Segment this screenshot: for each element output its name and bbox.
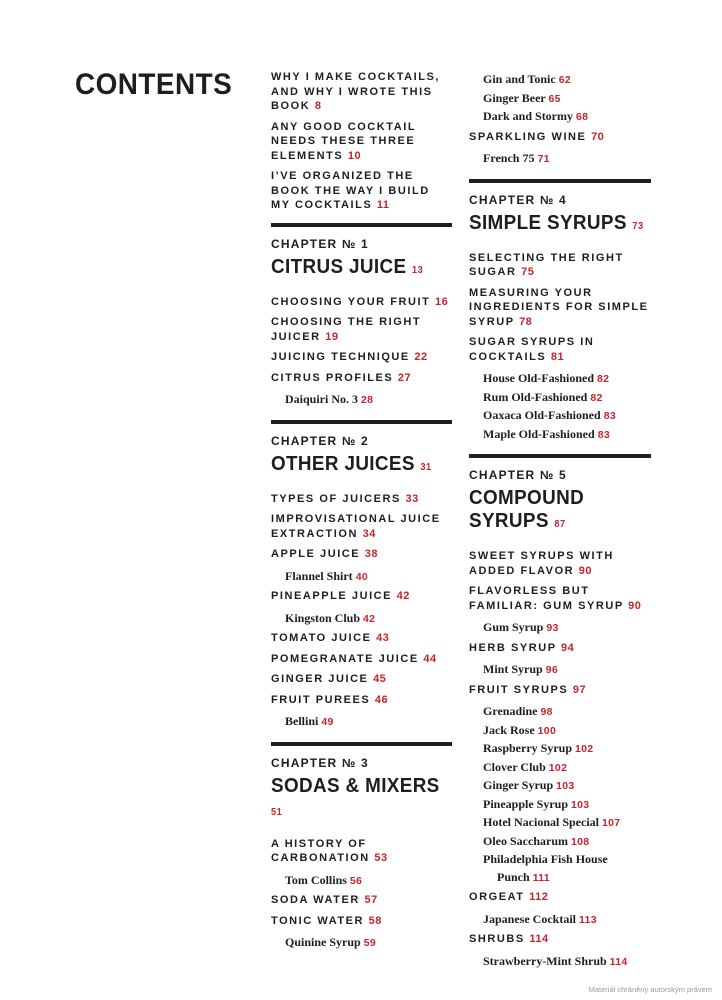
page-number: 114	[529, 933, 549, 945]
chapter-number: CHAPTER № 5	[469, 468, 567, 482]
chapter-divider	[469, 454, 651, 458]
toc-recipe-entry[interactable]	[483, 911, 651, 930]
page-number: 90	[578, 564, 593, 577]
toc-column-left	[271, 70, 452, 953]
entry-title: FLAVORLESS BUT FAMILIAR: GUM SYRUP	[469, 585, 624, 612]
page-number: 83	[603, 410, 616, 422]
page-number: 53	[374, 852, 388, 864]
page-number: 98	[540, 706, 553, 718]
toc-section-entry[interactable]	[469, 335, 651, 364]
chapter-divider	[271, 742, 452, 746]
entry-title: Oleo Saccharum	[483, 833, 568, 848]
chapter-title	[271, 774, 451, 824]
page-title: CONTENTS	[75, 68, 233, 101]
page-number: 58	[368, 914, 382, 927]
entry-title: SHRUBS	[469, 933, 525, 945]
entry-title: SWEET SYRUPS WITH ADDED FLAVOR	[469, 550, 614, 577]
toc-recipe-entry[interactable]	[483, 389, 651, 408]
entry-title: Ginger Beer	[483, 90, 546, 105]
toc-recipe-entry[interactable]	[483, 777, 651, 796]
page-number: 94	[561, 641, 575, 654]
entry-title: Bellini	[285, 714, 319, 728]
entry-title: I’VE ORGANIZED THE BOOK THE WAY I BUILD MY COCKTAILS	[271, 170, 430, 211]
entry-title: Mint Syrup	[483, 662, 543, 676]
page-number: 49	[321, 716, 334, 728]
toc-section-entry[interactable]	[271, 70, 452, 114]
entry-title: Flannel Shirt	[285, 568, 353, 583]
page-number: 75	[521, 266, 535, 278]
entry-title: TONIC WATER	[271, 914, 365, 927]
page-number: 93	[546, 622, 559, 634]
toc-section-entry[interactable]	[271, 371, 452, 386]
toc-section-entry[interactable]	[271, 693, 452, 708]
page-number: 70	[591, 130, 605, 143]
page-number: 59	[363, 937, 376, 949]
chapter-title-text: CITRUS JUICE	[271, 254, 407, 278]
entry-title: A HISTORY OF CARBONATION	[271, 837, 370, 864]
entry-title: SELECTING THE RIGHT SUGAR	[469, 251, 624, 278]
page-number: 56	[349, 874, 363, 887]
toc-section-entry[interactable]	[271, 631, 452, 646]
toc-section-entry[interactable]	[469, 549, 651, 578]
page-number: 33	[405, 492, 419, 505]
toc-recipe-entry[interactable]	[483, 759, 651, 778]
toc-section-entry[interactable]	[469, 286, 651, 330]
chapter-title-text: SODAS & MIXERS	[271, 773, 440, 797]
toc-section-entry[interactable]	[469, 584, 651, 613]
page-number: 51	[271, 806, 283, 818]
page-number: 42	[396, 590, 410, 602]
toc-section-entry[interactable]	[271, 589, 452, 604]
toc-section-entry[interactable]	[271, 350, 452, 365]
page-number: 97	[572, 683, 587, 696]
page-number: 45	[373, 673, 387, 685]
entry-title: MEASURING YOUR INGREDIENTS FOR SIMPLE SYRUP	[469, 286, 649, 328]
page-number: 108	[571, 835, 590, 848]
entry-title: Daiquiri No. 3	[285, 392, 359, 406]
toc-section-entry[interactable]	[469, 932, 651, 947]
toc-recipe-entry[interactable]	[483, 796, 651, 815]
entry-title: SODA WATER	[271, 894, 360, 906]
entry-title: Punch	[497, 869, 530, 884]
copyright-watermark: Materiál chráněný autorským právem	[588, 985, 712, 994]
chapter-title	[469, 486, 649, 536]
entry-title: PINEAPPLE JUICE	[271, 590, 393, 602]
toc-recipe-entry[interactable]	[497, 869, 651, 888]
page-number: 68	[576, 111, 589, 123]
toc-section-entry[interactable]	[469, 890, 651, 905]
entry-title: APPLE JUICE	[271, 548, 361, 560]
page-number: 78	[519, 315, 533, 328]
entry-title: Maple Old-Fashioned	[483, 426, 595, 441]
page-number: 103	[571, 798, 590, 811]
toc-section-entry[interactable]	[469, 130, 651, 145]
toc-recipe-entry[interactable]	[483, 150, 651, 169]
toc-recipe-entry[interactable]	[483, 90, 651, 109]
entry-title: FRUIT PUREES	[271, 693, 371, 706]
page-number: 111	[532, 871, 550, 884]
page-number: 22	[414, 351, 428, 363]
page-number: 38	[364, 548, 379, 560]
entry-title: CHOOSING THE RIGHT JUICER	[271, 316, 422, 343]
chapter-title-text: OTHER JUICES	[271, 451, 415, 475]
page-number: 90	[628, 599, 642, 612]
chapter-title	[469, 211, 649, 238]
chapter-number: CHAPTER № 4	[469, 192, 567, 207]
page-number: 62	[558, 74, 571, 86]
chapter-number: CHAPTER № 2	[271, 433, 369, 448]
toc-section-entry[interactable]	[271, 914, 452, 929]
page-number: 28	[361, 394, 374, 406]
page-number: 81	[550, 350, 565, 363]
chapter-number: CHAPTER № 3	[271, 755, 369, 770]
entry-title: TYPES OF JUICERS	[271, 492, 401, 505]
entry-title: Grenadine	[483, 704, 538, 718]
toc-recipe-entry[interactable]	[483, 407, 651, 426]
page-number: 96	[545, 664, 558, 676]
toc-recipe-entry[interactable]	[483, 108, 651, 127]
entry-title: Kingston Club	[285, 610, 361, 625]
toc-section-entry[interactable]	[271, 893, 452, 908]
page-number: 43	[376, 632, 390, 644]
page-number: 40	[355, 570, 368, 583]
page-number: 82	[590, 391, 603, 404]
page-number: 46	[374, 693, 389, 706]
entry-title: Dark and Stormy	[483, 109, 574, 123]
toc-recipe-entry[interactable]	[483, 851, 651, 869]
entry-title: Gum Syrup	[483, 620, 544, 634]
entry-title: French 75	[483, 151, 535, 165]
page-number: 114	[609, 955, 628, 968]
toc-section-entry[interactable]	[469, 641, 651, 656]
chapter-title-text: SIMPLE SYRUPS	[469, 210, 627, 234]
entry-title: Ginger Syrup	[483, 778, 554, 792]
entry-title: SUGAR SYRUPS IN COCKTAILS	[469, 336, 595, 363]
page-number: 73	[632, 220, 644, 232]
toc-recipe-entry[interactable]	[483, 619, 651, 638]
toc-section-entry[interactable]	[469, 251, 651, 280]
chapter-heading[interactable]	[271, 420, 452, 479]
toc-section-entry[interactable]	[271, 120, 452, 164]
entry-title: House Old-Fashioned	[483, 371, 595, 385]
entry-title: HERB SYRUP	[469, 641, 557, 654]
toc-recipe-entry[interactable]	[483, 722, 651, 741]
page-number: 19	[325, 330, 339, 343]
page-number: 42	[363, 612, 376, 625]
entry-title: WHY I MAKE COCKTAILS, AND WHY I WROTE THIS BOOK	[271, 71, 441, 112]
entry-title: CITRUS PROFILES	[271, 371, 394, 384]
toc-recipe-entry[interactable]	[285, 872, 452, 891]
toc-section-entry[interactable]	[271, 837, 452, 866]
chapter-divider	[271, 223, 452, 227]
chapter-heading[interactable]	[469, 179, 651, 238]
chapter-divider	[271, 420, 452, 424]
chapter-title	[271, 255, 451, 282]
toc-recipe-entry[interactable]	[483, 703, 651, 722]
toc-recipe-entry[interactable]	[483, 740, 651, 759]
toc-recipe-entry[interactable]	[483, 833, 651, 852]
chapter-heading[interactable]	[469, 454, 651, 536]
entry-title: Rum Old-Fashioned	[483, 389, 588, 404]
entry-title: Japanese Cocktail	[483, 911, 576, 926]
chapter-heading[interactable]	[271, 223, 452, 282]
toc-recipe-entry[interactable]	[285, 610, 452, 629]
toc-section-entry[interactable]	[271, 169, 452, 213]
entry-title: GINGER JUICE	[271, 673, 369, 685]
toc-section-entry[interactable]	[271, 672, 452, 687]
page-number: 16	[435, 295, 449, 308]
entry-title: JUICING TECHNIQUE	[271, 351, 410, 363]
page-number: 102	[548, 761, 568, 774]
page-number: 107	[602, 817, 621, 829]
page-number: 100	[537, 724, 557, 737]
toc-recipe-entry[interactable]	[483, 71, 651, 90]
toc-recipe-entry[interactable]	[483, 426, 651, 445]
entry-title: Jack Rose	[483, 722, 535, 737]
page-number: 27	[397, 371, 412, 384]
entry-title: Hotel Nacional Special	[483, 815, 599, 829]
page-number: 112	[529, 891, 549, 903]
toc-section-entry[interactable]	[271, 547, 452, 562]
entry-title: Philadelphia Fish House	[483, 852, 608, 866]
entry-title: POMEGRANATE JUICE	[271, 652, 419, 665]
entry-title: Gin and Tonic	[483, 72, 556, 86]
toc-recipe-entry[interactable]	[483, 953, 651, 972]
toc-column-right	[469, 71, 651, 971]
entry-title: ORGEAT	[469, 891, 525, 903]
chapter-title	[271, 452, 451, 479]
entry-title: FRUIT SYRUPS	[469, 683, 569, 696]
page-number: 87	[554, 519, 566, 530]
page-number: 44	[423, 652, 437, 665]
page-number: 102	[575, 743, 594, 755]
entry-title: Clover Club	[483, 759, 546, 774]
page-number: 113	[579, 913, 597, 926]
page-number: 57	[364, 894, 378, 906]
page-number: 31	[420, 461, 432, 473]
entry-title: Raspberry Syrup	[483, 741, 573, 755]
page-number: 82	[597, 373, 610, 385]
toc-recipe-entry[interactable]	[285, 391, 452, 410]
page-number: 34	[362, 527, 376, 540]
toc-recipe-entry[interactable]	[285, 568, 452, 587]
toc-recipe-entry[interactable]	[285, 934, 452, 953]
entry-title: Strawberry-Mint Shrub	[483, 953, 607, 968]
entry-title: IMPROVISATIONAL JUICE EXTRACTION	[271, 513, 441, 540]
toc-section-entry[interactable]	[469, 683, 651, 698]
entry-title: Tom Collins	[285, 872, 347, 887]
entry-title: SPARKLING WINE	[469, 130, 587, 143]
toc-recipe-entry[interactable]	[483, 661, 651, 680]
entry-title: TOMATO JUICE	[271, 632, 372, 644]
toc-section-entry[interactable]	[271, 492, 452, 507]
entry-title: CHOOSING YOUR FRUIT	[271, 295, 431, 308]
toc-section-entry[interactable]	[271, 652, 452, 667]
chapter-number: CHAPTER № 1	[271, 236, 369, 251]
page-number: 13	[412, 264, 424, 276]
chapter-divider	[469, 179, 651, 183]
toc-recipe-entry[interactable]	[483, 814, 651, 833]
page-number: 11	[376, 199, 390, 211]
chapter-title-text: COMPOUND SYRUPS	[469, 486, 585, 532]
toc-section-entry[interactable]	[271, 295, 452, 310]
entry-title: Pineapple Syrup	[483, 796, 569, 811]
toc-recipe-entry[interactable]	[483, 370, 651, 389]
page-number: 8	[314, 100, 322, 112]
page-number: 83	[597, 428, 610, 441]
entry-title: ANY GOOD COCKTAIL NEEDS THESE THREE ELEMENTS	[271, 120, 416, 162]
toc-section-entry[interactable]	[271, 512, 452, 541]
entry-title: Oaxaca Old-Fashioned	[483, 408, 601, 422]
toc-recipe-entry[interactable]	[285, 713, 452, 732]
page-number: 103	[556, 780, 575, 792]
page-number: 10	[347, 149, 362, 162]
page-number: 65	[548, 92, 561, 105]
page-number: 71	[537, 153, 550, 165]
toc-section-entry[interactable]	[271, 315, 452, 344]
entry-title: Quinine Syrup	[285, 935, 361, 949]
chapter-heading[interactable]	[271, 742, 452, 824]
